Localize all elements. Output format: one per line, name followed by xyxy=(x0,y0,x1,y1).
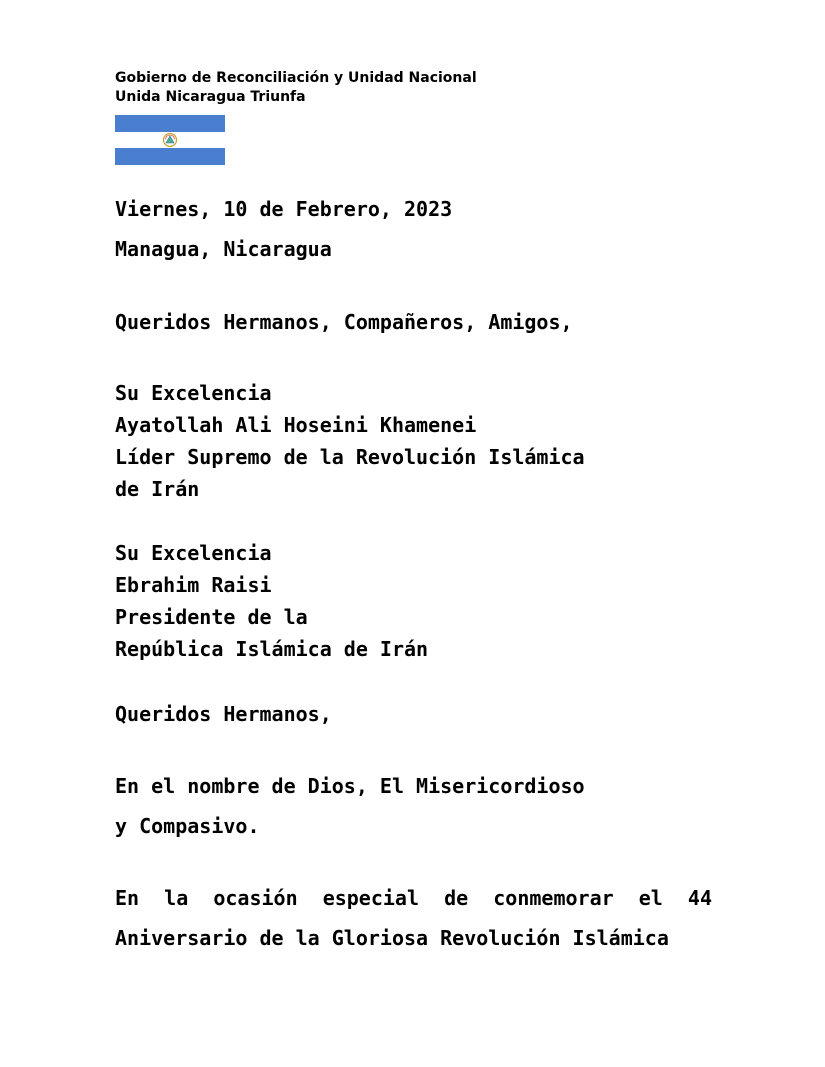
greeting-brothers: Queridos Hermanos, xyxy=(115,702,332,726)
letter-date: Viernes, 10 de Febrero, 2023 xyxy=(115,197,453,221)
recipient-2-name: Ebrahim Raisi xyxy=(115,573,272,597)
letterhead-slogan: Unida Nicaragua Triunfa xyxy=(115,89,306,105)
recipient-1-name: Ayatollah Ali Hoseini Khamenei xyxy=(115,413,477,437)
invocation-line-1: En el nombre de Dios, El Misericordioso xyxy=(115,774,585,798)
invocation-line-2: y Compasivo. xyxy=(115,814,260,838)
letterhead xyxy=(115,69,477,107)
nicaragua-flag-icon xyxy=(115,115,225,165)
recipient-1-role: Líder Supremo de la Revolución Islámica xyxy=(115,445,585,469)
body-line-2: Aniversario de la Gloriosa Revolución Islámica xyxy=(115,926,669,950)
greeting-general: Queridos Hermanos, Compañeros, Amigos, xyxy=(115,310,573,334)
letterhead-government: Gobierno de Reconciliación y Unidad Nacional xyxy=(115,70,477,86)
letter-place: Managua, Nicaragua xyxy=(115,237,332,261)
recipient-2-title: Su Excelencia xyxy=(115,541,272,565)
body-line-1: En la ocasión especial de conmemorar el 44 xyxy=(115,886,712,910)
recipient-1-role-cont: de Irán xyxy=(115,477,200,501)
recipient-2-role: Presidente de la xyxy=(115,605,308,629)
recipient-1-title: Su Excelencia xyxy=(115,381,272,405)
recipient-2-role-cont: República Islámica de Irán xyxy=(115,637,429,661)
